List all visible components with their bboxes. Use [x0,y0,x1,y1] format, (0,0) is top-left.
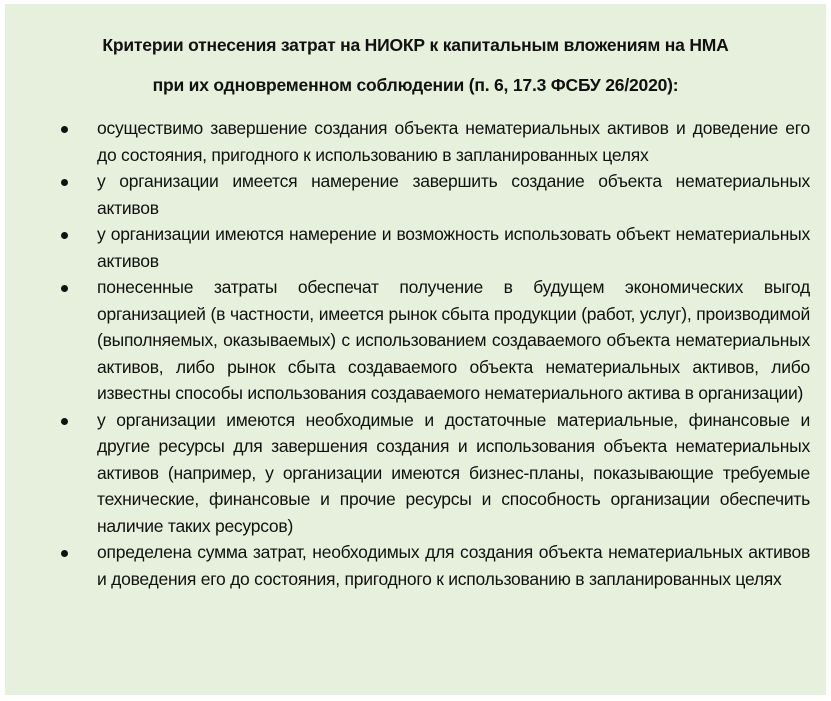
list-item-text: осуществимо завершение создания объекта нематериальных активов и доведение его до состояния, пригодного к использованию в запланированных целях [97,118,810,165]
criteria-list [97,115,810,592]
page-title-line-1: Критерии отнесения затрат на НИОКР к капитальным вложениям на НМА [102,35,729,55]
criteria-panel [5,4,826,695]
list-item-text: определена сумма затрат, необходимых для создания объекта нематериальных активов и доведения его до состояния, пригодного к использованию в запланированных целях [97,542,810,589]
list-item [97,407,810,540]
bullet-icon [61,126,68,133]
list-item [97,168,810,221]
bullet-icon [61,232,68,239]
list-item [97,274,810,407]
list-item [97,221,810,274]
list-item-text: у организации имеются намерение и возможность использовать объект нематериальных активов [97,224,810,271]
bullet-icon [61,285,68,292]
list-item-text: понесенные затраты обеспечат получение в будущем экономических выгод организацией (в частности, имеется рынок сбыта продукции (работ, услуг), производимой (выполняемых, оказываемых) с использованием создаваемого объекта нематериальных активов, либо рынок сбыта создаваемого объекта нематериальных активов, либо известны способы использования создаваемого нематериального актива в организации) [97,277,810,403]
bullet-icon [61,179,68,186]
list-item-text: у организации имеются необходимые и достаточные материальные, финансовые и другие ресурсы для завершения создания и использования объекта нематериальных активов (например, у организации имеются бизнес-планы, показывающие требуемые технические, финансовые и прочие ресурсы и способность организации обеспечить наличие таких ресурсов) [97,409,810,536]
list-item [97,539,810,592]
list-item-text: у организации имеется намерение завершить создание объекта нематериальных активов [97,171,810,218]
page-title-line-2: при их одновременном соблюдении (п. 6, 17.3 ФСБУ 26/2020): [152,75,679,95]
list-item [97,115,810,168]
bullet-icon [61,550,68,557]
bullet-icon [61,418,68,425]
